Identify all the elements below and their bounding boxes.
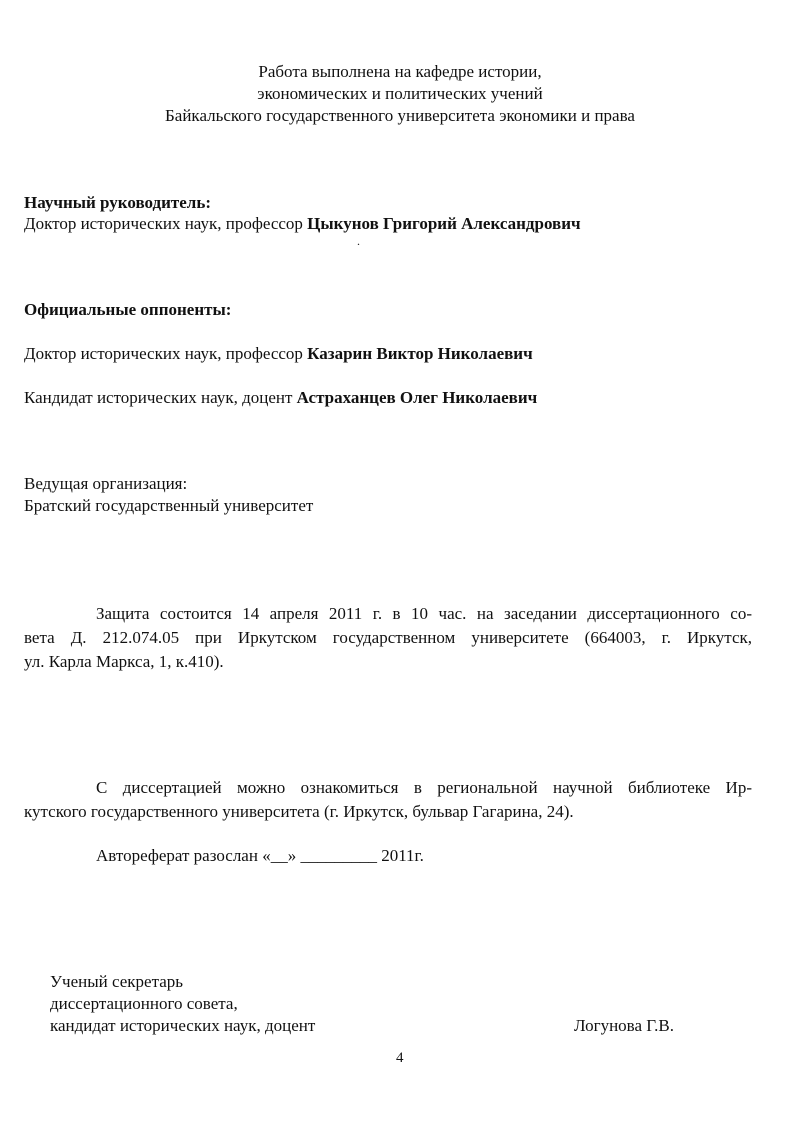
library-line-2: кутского государственного университета (г. Иркутск, бульвар Гагарина, 24). bbox=[24, 802, 574, 821]
supervisor-name: Цыкунов Григорий Александрович bbox=[307, 214, 581, 233]
header-line-1: Работа выполнена на кафедре истории, bbox=[258, 62, 542, 81]
opponents-heading: Официальные оппоненты: bbox=[24, 300, 232, 319]
lead-org-name: Братский государственный университет bbox=[24, 496, 314, 515]
mailing-date: Автореферат разослан «__» _________ 2011г. bbox=[96, 846, 424, 865]
opponent-1-title: Доктор исторических наук, профессор bbox=[24, 344, 303, 363]
supervisor-line bbox=[24, 214, 581, 234]
supervisor-heading: Научный руководитель: bbox=[24, 193, 211, 212]
library-paragraph bbox=[24, 776, 752, 824]
opponent-2 bbox=[24, 388, 537, 408]
header-line-3: Байкальского государственного университета экономики и права bbox=[165, 106, 635, 125]
secretary-line-1: Ученый секретарь bbox=[50, 972, 184, 991]
opponent-1-name: Казарин Виктор Николаевич bbox=[307, 344, 533, 363]
defense-paragraph bbox=[24, 602, 752, 674]
lead-org-heading: Ведущая организация: bbox=[24, 474, 188, 493]
stray-dot: . bbox=[357, 234, 360, 248]
opponent-1 bbox=[24, 344, 533, 364]
opponent-2-name: Астраханцев Олег Николаевич bbox=[296, 388, 538, 407]
defense-line-3: ул. Карла Маркса, 1, к.410). bbox=[24, 652, 224, 671]
page-number: 4 bbox=[396, 1050, 404, 1066]
supervisor-title: Доктор исторических наук, профессор bbox=[24, 214, 303, 233]
secretary-name: Логунова Г.В. bbox=[574, 1016, 675, 1035]
secretary-line-3: кандидат исторических наук, доцент bbox=[50, 1016, 316, 1035]
header-line-2: экономических и политических учений bbox=[257, 84, 543, 103]
defense-line-2: вета Д. 212.074.05 при Иркутском государственном университете (664003, г. Иркутск, bbox=[24, 628, 752, 647]
library-line-1: С диссертацией можно ознакомиться в региональной научной библиотеке Ир- bbox=[96, 778, 752, 797]
opponent-2-title: Кандидат исторических наук, доцент bbox=[24, 388, 293, 407]
secretary-line-2: диссертационного совета, bbox=[50, 994, 238, 1013]
defense-line-1: Защита состоится 14 апреля 2011 г. в 10 час. на заседании диссертационного со- bbox=[96, 604, 752, 623]
